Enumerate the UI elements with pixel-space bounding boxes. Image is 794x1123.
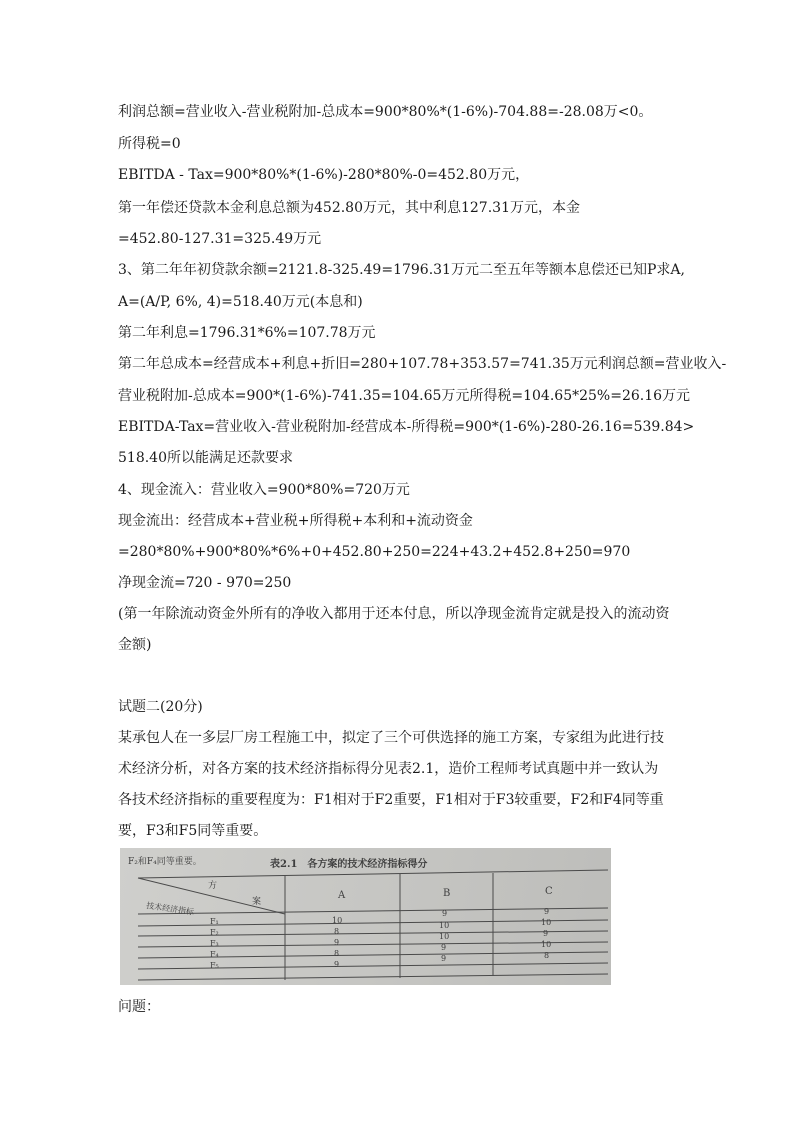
photo-cell: 9: [544, 907, 550, 916]
text-line-note-2: 金额): [118, 637, 152, 653]
photo-row-f2: [210, 918, 551, 937]
photo-col-a: A: [338, 890, 346, 901]
text-line-tax-2: 营业税附加-总成本=900*(1-6%)-741.35=104.65万元所得税=104.65*25%=26.16万元: [118, 388, 691, 404]
photo-note: F₂和F₄同等重要。: [128, 857, 202, 867]
question-para-1: 某承包人在一多层厂房工程施工中，拟定了三个可供选择的施工方案，专家组为此进行技: [118, 730, 664, 746]
photo-cell: 9: [334, 938, 340, 947]
text-line-cash-in: 4、现金流入：营业收入=900*80%=720万元: [118, 482, 410, 498]
text-line-interest-2: 第二年利息=1796.31*6%=107.78万元: [118, 325, 376, 341]
photo-cell: 9: [442, 909, 448, 918]
text-line-net-cash: 净现金流=720 - 970=250: [118, 575, 292, 591]
photo-cell: 10: [439, 921, 450, 930]
table-photo-svg: [120, 848, 611, 985]
table-photo: [120, 848, 611, 985]
photo-cell: 10: [332, 916, 343, 925]
text-line-principal: =452.80-127.31=325.49万元: [118, 231, 322, 247]
question-para-4: 要，F3和F5同等重要。: [118, 823, 268, 839]
photo-cell: 8: [334, 949, 340, 958]
question-para-2: 术经济分析，对各方案的技术经济指标得分见表2.1，造价工程师考试真题中并一致认为: [118, 761, 659, 777]
photo-row-label: F₅: [210, 961, 219, 970]
photo-cell: 10: [541, 918, 552, 927]
photo-cell: 9: [441, 954, 447, 963]
photo-cell: 8: [334, 927, 340, 936]
photo-cell: 9: [334, 960, 340, 969]
photo-header-top: 方: [208, 881, 218, 891]
photo-caption: 表2.1 各方案的技术经济指标得分: [270, 859, 428, 870]
photo-row-label: F₂: [210, 928, 219, 937]
photo-cell: 9: [543, 929, 549, 938]
photo-header-left: 技术经济指标: [145, 901, 195, 917]
photo-header-right: 案: [252, 897, 262, 907]
text-line-balance: 3、第二年年初贷款余额=2121.8-325.49=1796.31万元二至五年等额本息偿还已知P求A,: [118, 262, 685, 278]
text-line-repayment-1: 第一年偿还贷款本金利息总额为452.80万元，其中利息127.31万元，本金: [118, 200, 580, 216]
text-line-ebitda-1: EBITDA - Tax=900*80%*(1-6%)-280*80%-0=452.80万元，: [118, 167, 530, 183]
text-line-income-tax: 所得税=0: [118, 136, 181, 152]
photo-row-label: F₁: [210, 917, 219, 926]
question-heading: 试题二(20分): [118, 699, 203, 715]
photo-row-label: F₄: [210, 950, 219, 959]
text-line-total-cost-2: 第二年总成本=经营成本+利息+折旧=280+107.78+353.57=741.35万元利润总额=营业收入-: [118, 356, 727, 372]
photo-cell: 8: [544, 951, 550, 960]
text-line-repay-ok: 518.40所以能满足还款要求: [118, 450, 293, 466]
text-line-cash-out: 现金流出：经营成本+营业税+所得税+本利和+流动资金: [118, 513, 473, 529]
text-line-annuity: A=(A/P, 6%, 4)=518.40万元(本息和): [118, 294, 363, 310]
photo-row-label: F₃: [210, 939, 219, 948]
photo-cell: 10: [439, 932, 450, 941]
text-line-cash-out-calc: =280*80%+900*80%*6%+0+452.80+250=224+43.2+452.8+250=970: [118, 544, 631, 560]
text-line-note-1: (第一年除流动资金外所有的净收入都用于还本付息，所以净现金流肯定就是投入的流动资: [118, 606, 670, 622]
text-line-profit: 利润总额=营业收入-营业税附加-总成本=900*80%*(1-6%)-704.88=-28.08万<0。: [118, 104, 653, 120]
photo-cell: 9: [441, 943, 447, 952]
photo-cell: 10: [541, 940, 552, 949]
text-line-ebitda-2: EBITDA-Tax=营业收入-营业税附加-经营成本-所得税=900*(1-6%)-280-26.16=539.84>: [118, 419, 695, 435]
question-label: 问题：: [118, 999, 160, 1015]
photo-col-b: B: [443, 888, 451, 899]
question-para-3: 各技术经济指标的重要程度为：F1相对于F2重要，F1相对于F3较重要，F2和F4同等重: [118, 792, 664, 808]
photo-col-c: C: [545, 886, 553, 897]
